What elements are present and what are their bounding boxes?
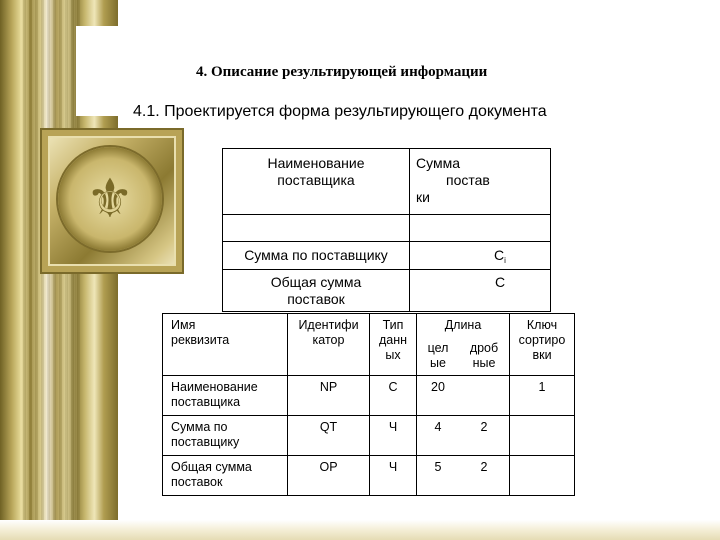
decorative-white-patch (76, 26, 120, 116)
req-header-id (288, 314, 370, 376)
form-sum-label-cell (223, 242, 410, 270)
req-header-length-int-label: цел ые (427, 341, 449, 370)
form-sum-value: C (494, 247, 505, 263)
crest-icon: ⚜ (85, 169, 135, 229)
form-sum-row (223, 242, 551, 270)
form-empty-row (223, 215, 551, 242)
req-row3-frac: 2 (459, 456, 510, 496)
req-header-sort-label: Ключ сортиро вки (518, 318, 566, 362)
req-header-sort (510, 314, 575, 376)
req-row2-type: Ч (370, 416, 417, 456)
table-row (163, 416, 575, 456)
form-total-label: Общая сумма поставок (270, 274, 362, 307)
req-row2-id: QT (288, 416, 370, 456)
form-header-sum-line2: постав (446, 172, 490, 188)
form-header-sum (410, 149, 551, 215)
req-row2-int: 4 (417, 416, 460, 456)
req-header-name (163, 314, 288, 376)
req-header-length-frac-label: дроб ные (469, 341, 499, 370)
form-empty-cell-1 (223, 215, 410, 242)
req-row2-frac: 2 (459, 416, 510, 456)
req-row1-sort: 1 (510, 376, 575, 416)
medallion-ring (58, 147, 162, 251)
table-row (163, 376, 575, 416)
req-row1-int: 20 (417, 376, 460, 416)
req-row3-id: OP (288, 456, 370, 496)
req-header-row (163, 314, 575, 338)
slide-subtitle: 4.1. Проектируется форма результирующего документа (133, 103, 547, 120)
form-total-value: C (494, 274, 506, 290)
slide-title: 4. Описание результирующей информации (196, 64, 488, 80)
form-header-row (223, 149, 551, 215)
req-header-length-int (417, 337, 460, 376)
form-total-value-cell (410, 270, 551, 312)
form-header-supplier (223, 149, 410, 215)
req-row1-name: Наименование поставщика (163, 376, 288, 416)
req-row2-sort (510, 416, 575, 456)
req-row3-name: Общая сумма поставок (163, 456, 288, 496)
form-empty-cell-2 (410, 215, 551, 242)
req-header-length (417, 314, 510, 338)
form-sum-value-cell (410, 242, 551, 270)
req-header-id-label: Идентифи катор (298, 318, 359, 347)
document-form-table (222, 148, 551, 312)
form-header-sum-line3: ки (416, 189, 430, 205)
form-sum-label: Сумма по поставщику (244, 247, 388, 263)
form-total-label-cell (223, 270, 410, 312)
req-header-length-frac (459, 337, 510, 376)
req-row3-int: 5 (417, 456, 460, 496)
form-sum-value-sub: i (504, 256, 506, 265)
req-header-name-label: Имя реквизита (171, 318, 230, 347)
req-row1-type: C (370, 376, 417, 416)
req-header-type-label: Тип данн ых (378, 318, 408, 362)
decorative-medallion (40, 128, 184, 274)
requisites-table (162, 313, 575, 496)
req-row2-name: Сумма по поставщику (163, 416, 288, 456)
req-row3-sort (510, 456, 575, 496)
form-total-row (223, 270, 551, 312)
decorative-bottom-bar (0, 520, 720, 540)
table-row (163, 456, 575, 496)
req-row1-frac (459, 376, 510, 416)
req-row3-type: Ч (370, 456, 417, 496)
req-header-length-label: Длина (444, 318, 482, 332)
req-header-type (370, 314, 417, 376)
req-row1-id: NP (288, 376, 370, 416)
form-header-supplier-label: Наименование поставщика (267, 155, 365, 188)
form-header-sum-line1: Сумма (416, 155, 460, 171)
